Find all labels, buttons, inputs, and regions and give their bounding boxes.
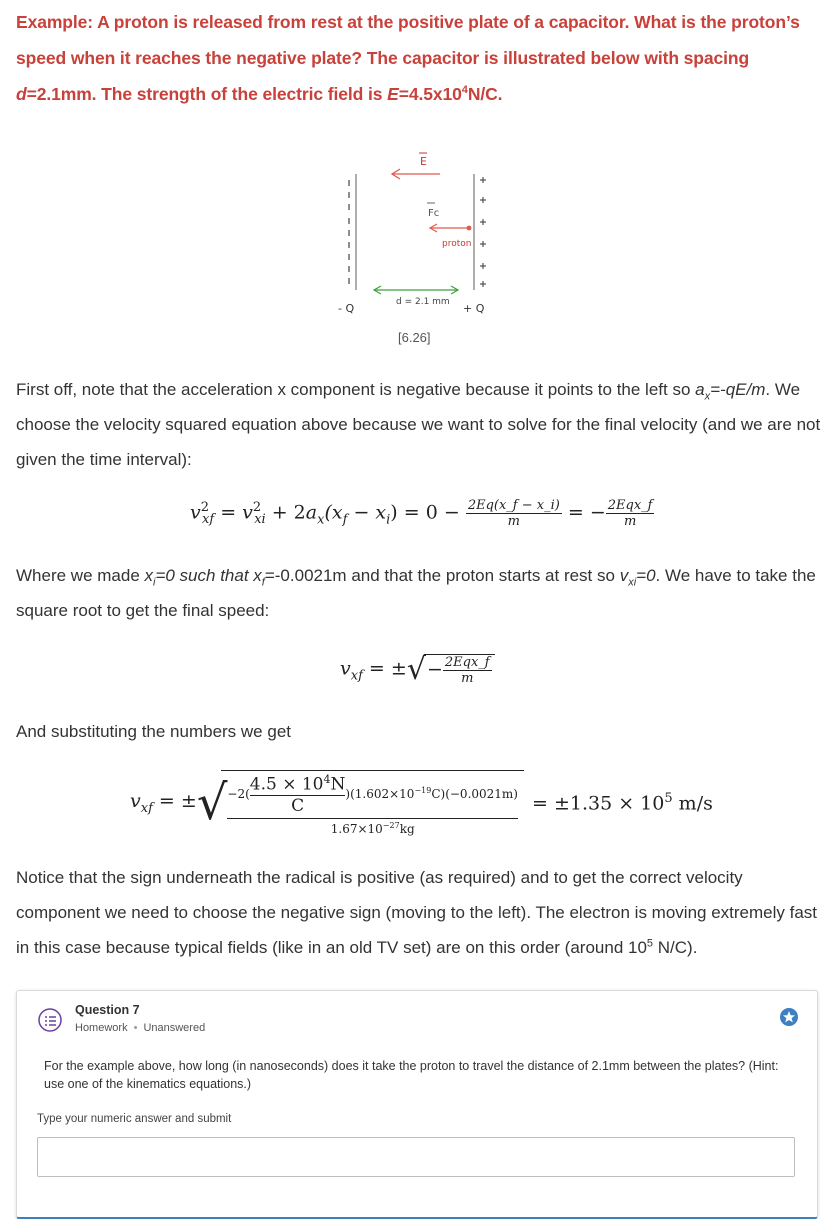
eq1-rhs-sup: 2: [252, 500, 262, 516]
equation-substitution: [130, 770, 713, 836]
eq1-close: ) = 0 −: [390, 501, 460, 524]
example-line-3a: =2.1mm. The strength of the electric field is: [26, 84, 388, 104]
var-xi: $x_i$: [144, 566, 156, 589]
eq1-lhs-sup: 2: [200, 500, 210, 516]
eq1-eq: =: [214, 501, 243, 524]
eq3-radical-sign: √: [196, 774, 228, 831]
star-badge-icon[interactable]: [779, 1007, 799, 1027]
question-list-icon: [37, 1007, 63, 1033]
neg-q-label: - Q: [338, 302, 355, 315]
example-line-3b: =4.5x10: [398, 84, 462, 104]
eq3-numerator: −2( $\frac{4.5 \times 10^4N}{C}$ )$(1.602\times 10^{-19}C)(-0.0021m)$: [227, 773, 518, 819]
var-vxi: $v_{xi}$: [619, 566, 637, 589]
eq1-plus: + 2: [265, 501, 306, 524]
eq1-minus: − x: [347, 501, 387, 524]
question-title: Question 7: [75, 1003, 140, 1017]
eq3-radicand: [221, 770, 524, 836]
eq3-big-fraction: [227, 773, 518, 836]
var-xf: $x_f$: [253, 566, 265, 589]
para1-text-c: . We choose the velocity squared equation above because we want to solve for the final velocity (and we are not given the time interval):: [16, 380, 821, 469]
radical-sign: √: [406, 652, 426, 687]
eq1-fraction-1: $\frac{2Eq(x\_f - x\_i)}{m}$: [467, 498, 560, 529]
equation-velocity-squared: [190, 498, 654, 529]
eq1-lhs-v: v: [190, 501, 201, 524]
eq3-denominator: $1.67\times 10^{-27}kg$: [330, 820, 415, 836]
proton-dot: [467, 226, 472, 231]
question-text: For the example above, how long (in nanoseconds) does it take the proton to travel the distance of 2.1mm between the plates? (Hint: use one of the kinematics equations.): [44, 1059, 779, 1091]
proton-label: proton: [442, 239, 472, 249]
force-label: Fc: [428, 208, 440, 219]
eq1-rhs-sub: xi: [254, 512, 266, 528]
para1-text-a: First off, note that the acceleration x component is negative because it points to the left so: [16, 380, 696, 399]
question-type: Homework: [75, 1022, 128, 1034]
eq1-a-sub: x: [317, 512, 325, 528]
eq1-eq2: = −: [561, 501, 606, 524]
eq3-lhs: $v_{xf}$ = ±: [130, 789, 197, 816]
eq1-a: a: [305, 501, 318, 524]
example-exp: 4: [461, 84, 468, 97]
var-E: E: [387, 84, 399, 104]
example-line-3c: N/C.: [467, 84, 503, 104]
paragraph-2: Where we made $x_i=0$ such that $x_f=-0.0021m$ and that the proton starts at rest so $v_{xi}=0$. We have to take the square root to get the final speed:: [16, 566, 816, 620]
eq1-lhs-sub: xf: [202, 512, 215, 528]
pos-q-label: + Q: [463, 302, 485, 315]
example-line-2: speed when it reaches the negative plate? The capacitor is illustrated below with spacing: [16, 48, 750, 68]
answer-hint: Type your numeric answer and submit: [37, 1113, 232, 1125]
var-d: d: [16, 84, 27, 104]
example-line-3: [16, 76, 816, 112]
separator-dot: •: [133, 1022, 138, 1034]
answer-input[interactable]: [37, 1137, 795, 1177]
paragraph-3: And substituting the numbers we get: [16, 722, 291, 741]
positive-plate-marks: [480, 177, 486, 287]
equation-final-speed: $v_{xf}$ = ±√− $\frac{\text{2Eqx\_f}}{m}$: [340, 652, 495, 687]
radicand: − $\frac{\text{2Eqx\_f}}{m}$: [424, 654, 495, 686]
question-meta: [75, 1022, 205, 1034]
paragraph-1: [16, 372, 821, 477]
eq1-fraction-2: $\frac{\text{2Eqx\_f}}{m}$: [607, 498, 653, 529]
paragraph-4: Notice that the sign underneath the radical is positive (as required) and to get the correct velocity component we need to choose the negative sign (moving to the left). The electron is moving extremely fast in this case because typical fields (like in an old TV set) are on this order (around $10^5$ N/C).: [16, 868, 818, 957]
question-status: Unanswered: [143, 1022, 206, 1034]
eq1-xi-sub: i: [386, 512, 391, 528]
example-heading: [16, 4, 816, 112]
example-line-1: Example: A proton is released from rest at the positive plate of a capacitor. What is the proton’s: [16, 12, 800, 32]
d-label: d = 2.1 mm: [396, 297, 450, 307]
eq1-xf-sub: f: [342, 512, 348, 528]
eq3-result: = $\pm 1.35 \times 10^5$ m/s: [531, 791, 713, 815]
figure-caption: [6.26]: [398, 330, 431, 345]
para1-formula: =-qE/m: [710, 380, 766, 399]
eq1-rhs-v: v: [242, 501, 253, 524]
eq2-fraction: $\frac{\text{2Eqx\_f}}{m}$: [444, 654, 490, 686]
e-field-label: E: [420, 155, 427, 168]
eq1-paren: (x: [324, 501, 343, 524]
eq3-field-fraction: $\frac{4.5 \times 10^4N}{C}$: [249, 773, 346, 816]
capacitor-figure: [330, 140, 510, 320]
question-card: [16, 990, 818, 1219]
var-ax: $a_x$: [695, 380, 711, 403]
